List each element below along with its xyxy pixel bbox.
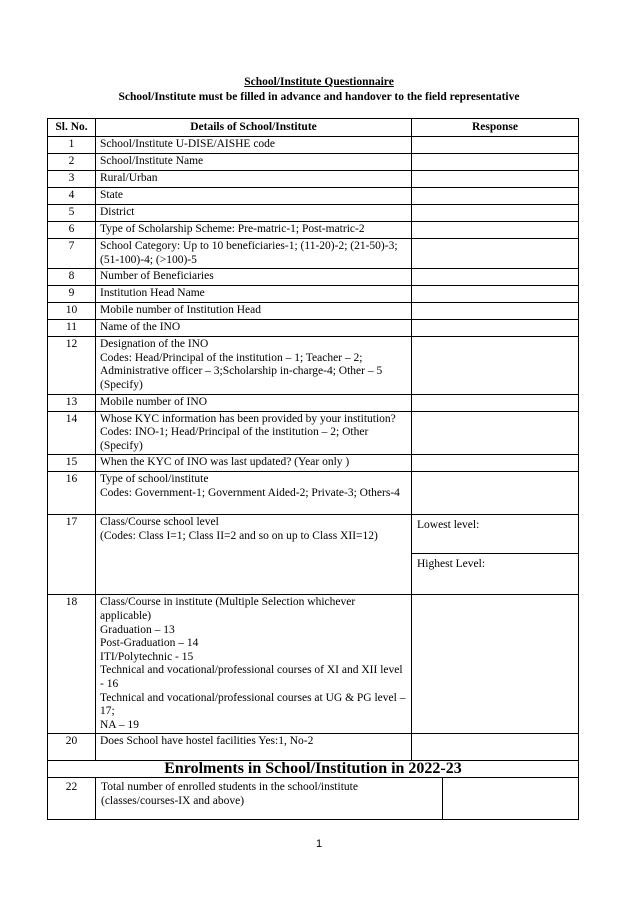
table-row (48, 595, 579, 734)
table-row (48, 394, 579, 411)
header-response: Response (412, 119, 579, 137)
response-field[interactable] (412, 239, 579, 269)
row-number: 14 (48, 411, 96, 455)
response-field[interactable] (412, 337, 579, 394)
question-label: Name of the INO (100, 321, 181, 334)
question-label: Designation of the INO (100, 338, 209, 351)
row-number: 22 (48, 778, 96, 820)
response-field[interactable] (412, 154, 579, 171)
response-field[interactable] (412, 320, 579, 337)
table-row (48, 154, 579, 171)
table-row (48, 320, 579, 337)
response-field[interactable] (412, 472, 579, 515)
question-codes: Technical and vocational/professional courses of XI and XII level - 16 (100, 664, 403, 690)
question-label: Mobile number of INO (100, 395, 207, 408)
question-text (96, 188, 412, 205)
question-label: Type of Scholarship Scheme: Pre-matric-1; Post-matric-2 (100, 223, 365, 235)
row-number: 7 (48, 239, 96, 269)
table-row (48, 472, 579, 515)
page-subtitle: School/Institute must be filled in advance and handover to the field representative (118, 91, 520, 103)
row-number: 17 (48, 515, 96, 595)
table-row (48, 734, 579, 761)
question-text (96, 154, 412, 171)
question-text (96, 394, 412, 411)
question-text (96, 137, 412, 154)
question-codes: Graduation – 13 (100, 623, 175, 636)
response-field[interactable] (412, 188, 579, 205)
response-field[interactable] (412, 205, 579, 222)
row-number: 16 (48, 472, 96, 515)
row-number: 2 (48, 154, 96, 171)
response-field[interactable] (412, 455, 579, 472)
question-codes: NA – 19 (100, 718, 139, 731)
question-codes: (Codes: Class I=1; Class II=2 and so on up to Class XII=12) (100, 529, 378, 542)
table-row (48, 455, 579, 472)
question-label: Type of school/institute (100, 473, 209, 486)
question-label: Class/Course in institute (Multiple Selection whichever applicable) (100, 596, 356, 622)
row-number: 10 (48, 303, 96, 320)
question-label: Class/Course school level (100, 516, 219, 529)
question-label: When the KYC of INO was last updated? (Year only ) (100, 456, 350, 469)
response-field[interactable] (412, 269, 579, 286)
table-row (48, 137, 579, 154)
question-label: District (100, 206, 135, 218)
header-details: Details of School/Institute (96, 119, 412, 137)
question-label: Does School have hostel facilities Yes:1, No-2 (100, 735, 314, 748)
question-codes: (classes/courses-IX and above) (101, 795, 245, 807)
section-header-row (48, 761, 579, 778)
question-codes: Codes: INO-1; Head/Principal of the institution – 2; Other (Specify) (100, 426, 369, 452)
response-field[interactable] (412, 171, 579, 188)
question-text (96, 411, 412, 455)
question-text (96, 171, 412, 188)
response-field[interactable] (412, 222, 579, 239)
table-row (48, 515, 579, 595)
response-field[interactable] (412, 734, 579, 761)
row-number: 4 (48, 188, 96, 205)
question-text (96, 778, 443, 820)
question-text (96, 337, 412, 394)
page-title: School/Institute Questionnaire (244, 76, 394, 88)
question-label: Total number of enrolled students in the school/institute (101, 781, 358, 793)
question-codes: Technical and vocational/professional courses at UG & PG level – 17; (100, 691, 406, 718)
question-text (96, 734, 412, 761)
header-sl-no: Sl. No. (48, 119, 96, 137)
table-row (48, 269, 579, 286)
question-label: Institution Head Name (100, 287, 205, 300)
question-codes: Codes: Government-1; Government Aided-2; Private-3; Others-4 (100, 486, 400, 499)
response-field[interactable] (412, 286, 579, 303)
table-row (48, 411, 579, 455)
page-number: 1 (315, 838, 323, 850)
question-label: State (100, 189, 123, 201)
question-text (96, 320, 412, 337)
question-label: Rural/Urban (100, 172, 158, 184)
response-field[interactable] (412, 137, 579, 154)
question-label: School Category: Up to 10 beneficiaries-1; (11-20)-2; (21-50)-3; (51-100)-4; (>100)-5 (100, 240, 398, 266)
question-text (96, 595, 412, 734)
section-title: Enrolments in School/Institution in 2022-23 (48, 761, 579, 778)
table-row (48, 337, 579, 394)
row-number: 18 (48, 595, 96, 734)
question-label: School/Institute U-DISE/AISHE code (100, 138, 276, 150)
row-number: 5 (48, 205, 96, 222)
table-header-row (48, 119, 579, 137)
row-number: 11 (48, 320, 96, 337)
response-lowest-level[interactable]: Lowest level: (417, 519, 480, 532)
response-field[interactable] (412, 595, 579, 734)
response-highest-level[interactable]: Highest Level: (412, 553, 578, 592)
response-field[interactable] (412, 394, 579, 411)
table-row (48, 303, 579, 320)
response-field[interactable] (412, 515, 579, 595)
row-number: 6 (48, 222, 96, 239)
table-row (48, 222, 579, 239)
table-row (48, 778, 579, 820)
table-row (48, 239, 579, 269)
row-number: 13 (48, 394, 96, 411)
response-field[interactable] (412, 303, 579, 320)
table-row (48, 205, 579, 222)
response-field[interactable] (412, 411, 579, 455)
row-number: 20 (48, 734, 96, 761)
question-text (96, 515, 412, 595)
table-row (48, 188, 579, 205)
table-row (48, 171, 579, 188)
response-field[interactable] (443, 778, 579, 820)
question-codes: Post-Graduation – 14 (100, 637, 199, 650)
questionnaire-body (48, 137, 579, 761)
question-text (96, 303, 412, 320)
row-number: 3 (48, 171, 96, 188)
row-number: 15 (48, 455, 96, 472)
question-text (96, 286, 412, 303)
question-codes: ITI/Polytechnic - 15 (100, 650, 194, 663)
question-label: Whose KYC information has been provided by your institution? (100, 412, 396, 425)
enrolment-table (47, 760, 579, 820)
question-codes: Codes: Head/Principal of the institution – 1; Teacher – 2; Administrative officer – 3;Scholarship in-charge-4; Other – 5 (Specify) (100, 351, 383, 391)
question-text (96, 205, 412, 222)
question-text (96, 269, 412, 286)
question-label: School/Institute Name (100, 155, 204, 167)
table-row (48, 286, 579, 303)
row-number: 8 (48, 269, 96, 286)
row-number: 12 (48, 337, 96, 394)
question-text (96, 455, 412, 472)
row-number: 1 (48, 137, 96, 154)
question-text (96, 239, 412, 269)
question-text (96, 472, 412, 515)
questionnaire-table (47, 118, 579, 761)
question-text (96, 222, 412, 239)
question-label: Mobile number of Institution Head (100, 304, 261, 317)
row-number: 9 (48, 286, 96, 303)
question-label: Number of Beneficiaries (100, 270, 214, 283)
